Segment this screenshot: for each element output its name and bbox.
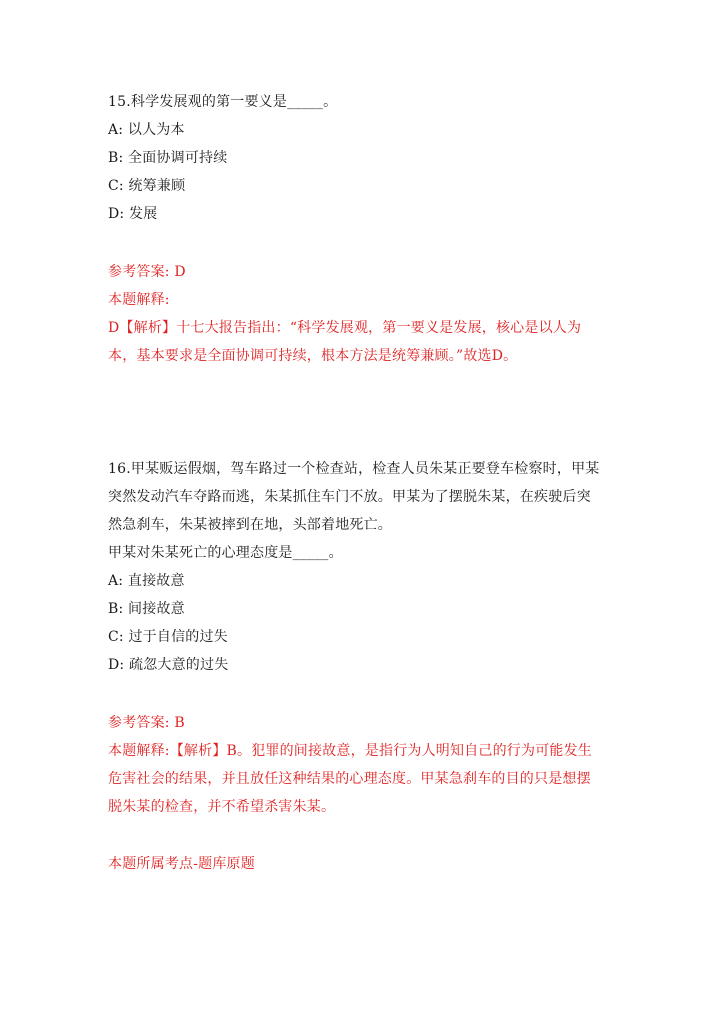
q16-explain-line-3: 脱朱某的检查，并不希望杀害朱某。	[108, 799, 336, 815]
q16-option-a: A: 直接故意	[108, 573, 185, 589]
q16-option-d: D: 疏忽大意的过失	[108, 657, 229, 673]
q16-stem-line-4: 甲某对朱某死亡的心理态度是_____。	[108, 545, 343, 561]
q16-explain-line-2: 危害社会的结果，并且放任这种结果的心理态度。甲某急刹车的目的只是想摆	[108, 771, 591, 787]
q16-explain-line-1: 本题解释:【解析】B。犯罪的间接故意，是指行为人明知自己的行为可能发生	[108, 743, 593, 759]
q15-explain-line-1: D【解析】十七大报告指出：“科学发展观，第一要义是发展，核心是以人为	[108, 320, 582, 336]
q16-option-c: C: 过于自信的过失	[108, 629, 228, 645]
q15-option-b: B: 全面协调可持续	[108, 150, 228, 166]
q15-option-d: D: 发展	[108, 206, 158, 222]
q15-option-c: C: 统筹兼顾	[108, 178, 186, 194]
topic-note: 本题所属考点-题库原题	[108, 856, 255, 872]
q15-answer: 参考答案: D	[108, 264, 186, 280]
q15-stem: 15.科学发展观的第一要义是_____。	[108, 94, 338, 110]
q16-stem-line-1: 16.甲某贩运假烟，驾车路过一个检查站，检查人员朱某正要登车检察时，甲某	[108, 461, 600, 477]
q16-stem-line-2: 突然发动汽车夺路而逃，朱某抓住车门不放。甲某为了摆脱朱某，在疾驶后突	[108, 489, 591, 505]
q16-answer: 参考答案: B	[108, 715, 185, 731]
q16-option-b: B: 间接故意	[108, 601, 185, 617]
q16-stem-line-3: 然急刹车，朱某被摔到在地，头部着地死亡。	[108, 517, 392, 533]
q15-explain-line-2: 本，基本要求是全面协调可持续，根本方法是统筹兼顾。”故选D。	[108, 348, 518, 364]
q15-option-a: A: 以人为本	[108, 122, 185, 138]
q15-explain-label: 本题解释:	[108, 292, 170, 308]
